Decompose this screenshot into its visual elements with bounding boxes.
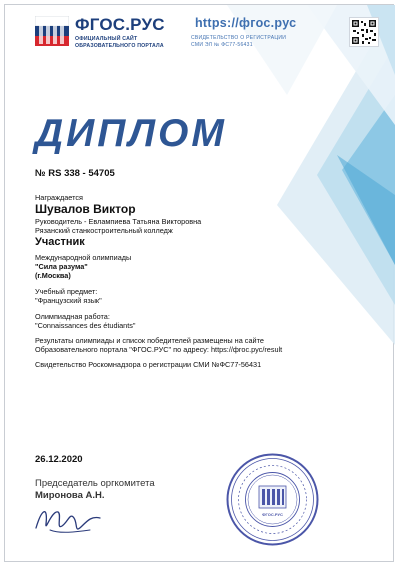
work-label: Олимпиадная работа: (35, 312, 110, 321)
seal-center-text: ФГОС.РУС (262, 512, 283, 517)
work-value: "Connaissances des étudiants" (35, 321, 136, 330)
qr-code-icon (349, 17, 379, 47)
issue-date: 26.12.2020 (35, 454, 83, 465)
recipient-name: Шувалов Виктор (35, 202, 136, 216)
diploma-title: ДИПЛОМ (35, 112, 227, 155)
logo-text: ФГОС.РУС (75, 15, 165, 34)
registration-line-1: СВИДЕТЕЛЬСТВО О РЕГИСТРАЦИИ (191, 35, 287, 41)
awarded-label: Награждается (35, 193, 83, 202)
logo-subtitle-1: ОФИЦИАЛЬНЫЙ САЙТ (75, 36, 138, 42)
subject-label: Учебный предмет: (35, 287, 98, 296)
olympiad-city: (г.Москва) (35, 271, 71, 280)
header (5, 5, 395, 55)
decorative-triangles (167, 5, 395, 365)
results-line-2: Образовательного портала "ФГОС.РУС" по адресу: https://фгос.рус/result (35, 345, 283, 354)
certificate-line: Свидетельство Роскомнадзора о регистрации СМИ №ФС77-56431 (35, 360, 262, 369)
supervisor-line: Руководитель - Евлампиева Татьяна Викторовна (35, 217, 202, 226)
subject-value: "Французский язык" (35, 296, 102, 305)
chair-name: Миронова А.Н. (35, 490, 105, 501)
chair-label: Председатель оргкомитета (35, 478, 155, 489)
olympiad-name: "Сила разума" (35, 262, 88, 271)
participant-role: Участник (35, 236, 85, 248)
olympiad-line: Международной олимпиады (35, 253, 132, 262)
diploma-number: № RS 338 - 54705 (35, 168, 115, 179)
logo-subtitle-2: ОБРАЗОВАТЕЛЬНОГО ПОРТАЛА (75, 43, 164, 49)
registration-line-2: СМИ ЭЛ № ФС77-56431 (191, 42, 253, 48)
signature-icon (30, 500, 110, 540)
site-url: https://фгос.рус (195, 16, 297, 30)
official-seal-icon (225, 452, 320, 547)
results-line-1: Результаты олимпиады и список победителей размещены на сайте (35, 336, 264, 345)
russian-flag-building-icon (35, 16, 69, 46)
institution-line: Рязанский станкостроительный колледж (35, 226, 173, 235)
